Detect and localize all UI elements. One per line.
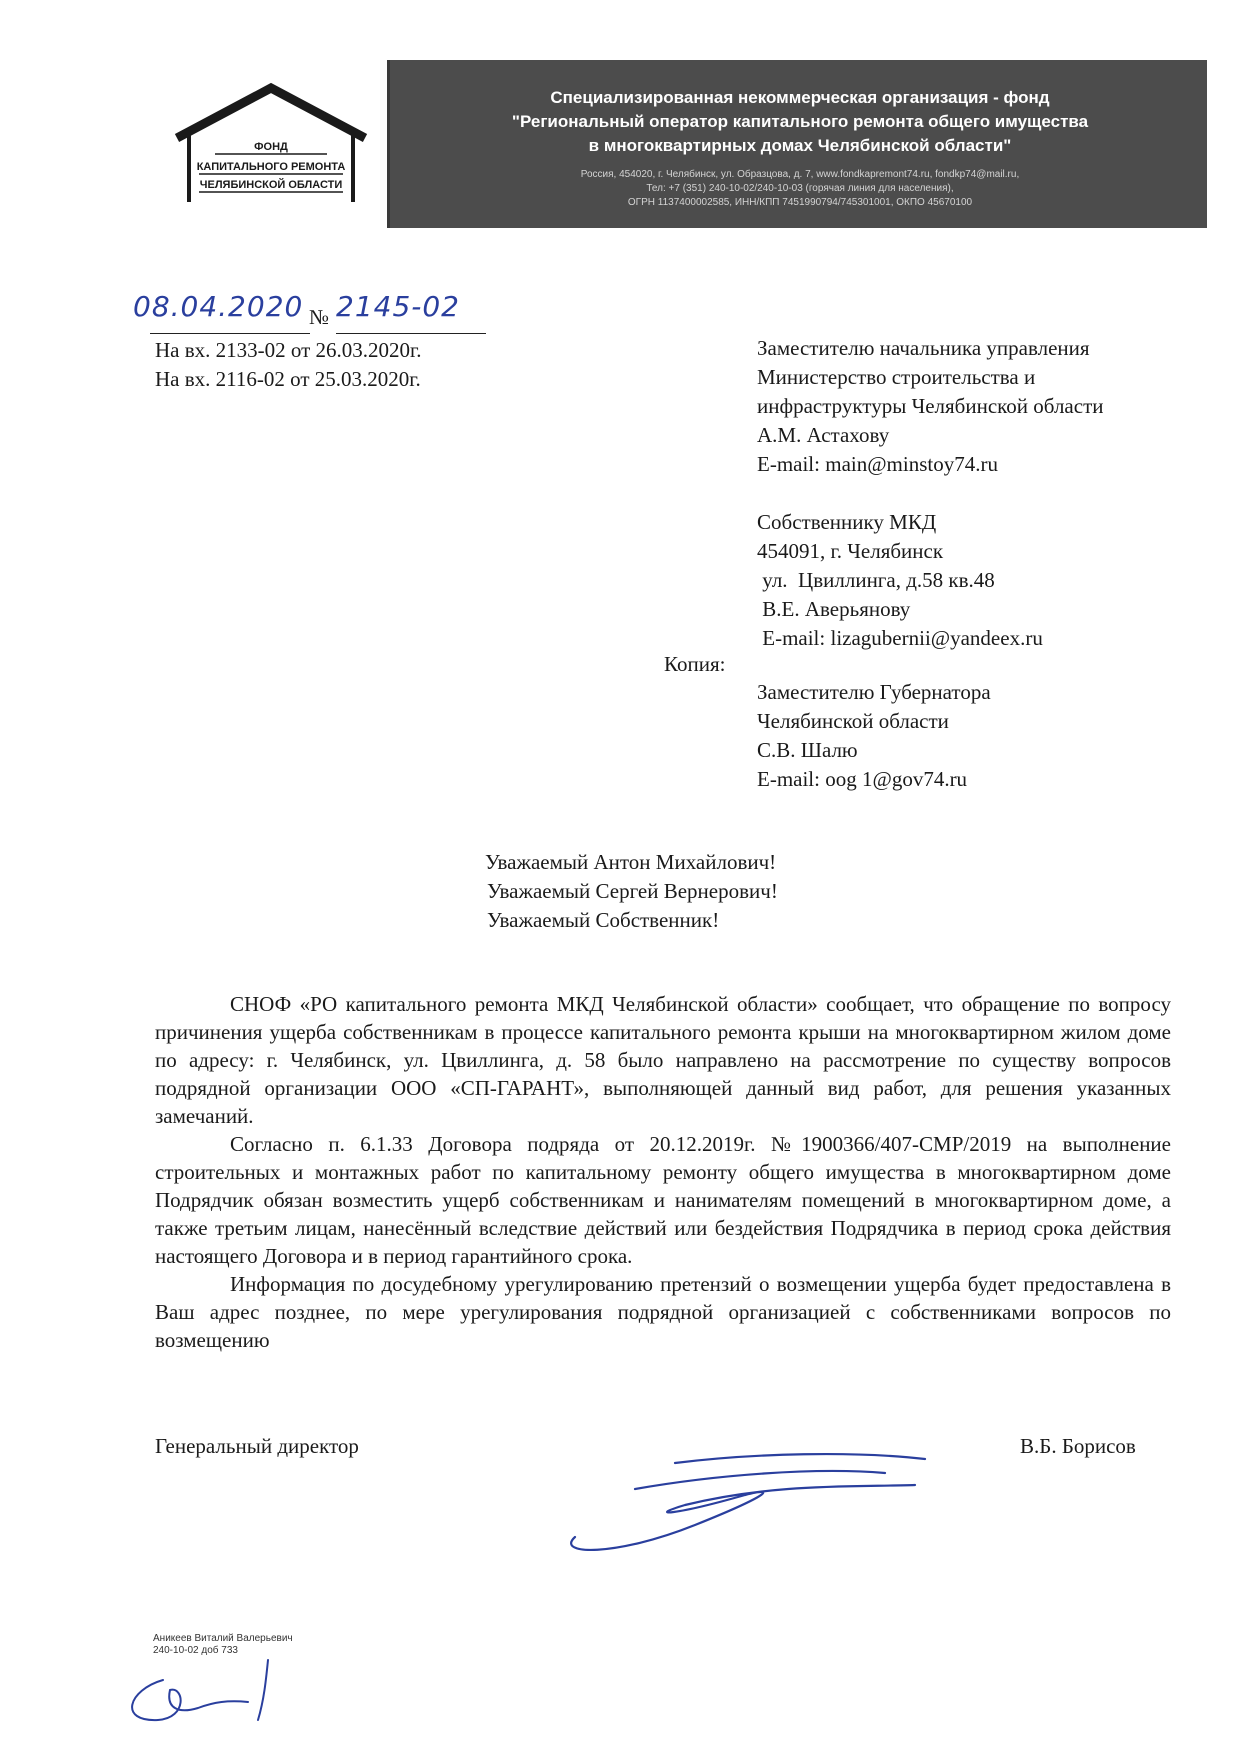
- greeting-line: Уважаемый Сергей Вернерович!: [487, 879, 778, 903]
- spacer: [757, 479, 1103, 508]
- executor-signature: [118, 1650, 298, 1730]
- org-name-line: Специализированная некоммерческая организация - фонд: [550, 88, 1050, 107]
- signer-name: В.Б. Борисов: [1020, 1434, 1136, 1458]
- recipients-block: [757, 334, 1103, 653]
- recipient-line: Министерство строительства и: [757, 365, 1036, 389]
- executor-phone: 240-10-02 доб 733: [153, 1645, 238, 1656]
- reference-line: На вх. 2116-02 от 25.03.2020г.: [155, 367, 421, 391]
- letter-body: [155, 990, 1171, 1354]
- copy-recipient-line: С.В. Шалю: [757, 738, 858, 762]
- recipient-line: E-mail: main@minstoy74.ru: [757, 452, 998, 476]
- organization-name: [420, 86, 1180, 158]
- number-underline: [336, 333, 486, 334]
- copy-recipient-line: E-mail: oog 1@gov74.ru: [757, 767, 968, 791]
- recipient-line: инфраструктуры Челябинской области: [757, 394, 1104, 418]
- org-name-line: в многоквартирных домах Челябинской области": [588, 136, 1012, 155]
- contact-line: Тел: +7 (351) 240-10-02/240-10-03 (горячая линия для населения),: [646, 183, 954, 194]
- signer-title: Генеральный директор: [155, 1434, 359, 1458]
- house-roof-icon: [155, 60, 387, 228]
- contact-line: ОГРН 1137400002585, ИНН/КПП 7451990794/745301001, ОКПО 45670100: [627, 197, 973, 208]
- contact-line: Россия, 454020, г. Челябинск, ул. Образцова, д. 7, www.fondkapremont74.ru, fondkp74@mail.ru,: [580, 169, 1020, 180]
- org-name-line: "Региональный оператор капитального ремонта общего имущества: [511, 112, 1089, 131]
- date-underline: [150, 333, 310, 334]
- incoming-references: [155, 336, 422, 394]
- greetings-block: [485, 848, 778, 935]
- recipient-line: ул. Цвиллинга, д.58 кв.48: [757, 568, 995, 592]
- recipient-line: 454091, г. Челябинск: [757, 539, 944, 563]
- copy-label: Копия:: [664, 652, 726, 676]
- recipient-line: В.Е. Аверьянову: [757, 597, 911, 621]
- recipient-line: Заместителю начальника управления: [757, 336, 1090, 360]
- body-paragraph: Информация по досудебному урегулированию претензий о возмещении ущерба будет предоставлена в Ваш адрес позднее, по мере урегулирования подрядной организацией с собственниками вопросов по возмещению: [155, 1272, 1171, 1352]
- document-date: 08.04.2020: [133, 290, 304, 323]
- copy-recipient-line: Заместителю Губернатора: [757, 680, 991, 704]
- recipient-line: E-mail: lizagubernii@yandeex.ru: [757, 626, 1043, 650]
- logo-text-line: ЧЕЛЯБИНСКОЙ ОБЛАСТИ: [199, 179, 343, 191]
- number-label: №: [309, 305, 330, 329]
- organization-contacts: [420, 168, 1180, 210]
- greeting-line: Уважаемый Собственник!: [487, 908, 720, 932]
- body-paragraph: Согласно п. 6.1.33 Договора подряда от 20.12.2019г. №1900366/407-СМР/2019 на выполнение строительных и монтажных работ по капитальному ремонту общего имущества в многоквартирном доме Подрядчик обязан возместить ущерб собственникам и нанимателям помещений в многоквартирном доме, а также третьим лицам, нанесённый вследствие действий или бездействия Подрядчика в период срока действия настоящего Договора и в период гарантийного срока.: [155, 1132, 1171, 1268]
- copy-recipients-block: [757, 678, 991, 794]
- recipient-line: Собственнику МКД: [757, 510, 937, 534]
- body-paragraph: СНОФ «РО капитального ремонта МКД Челябинской области» сообщает, что обращение по вопросу причинения ущерба собственникам в процессе капитального ремонта крыши на многоквартирном жилом доме по адресу: г. Челябинск, ул. Цвиллинга, д. 58 было направлено на рассмотрение по существу вопросов подрядной организации ООО «СП-ГАРАНТ», выполняющей данный вид работ, для решения указанных замечаний.: [155, 992, 1171, 1128]
- reference-line: На вх. 2133-02 от 26.03.2020г.: [155, 338, 422, 362]
- document-number: 2145-02: [336, 290, 460, 323]
- logo-text-line: КАПИТАЛЬНОГО РЕМОНТА: [196, 161, 346, 173]
- copy-recipient-line: Челябинской области: [757, 709, 949, 733]
- greeting-line: Уважаемый Антон Михайлович!: [485, 850, 777, 874]
- executor-name: Аникеев Виталий Валерьевич: [153, 1633, 293, 1644]
- fund-logo: [155, 60, 390, 228]
- recipient-line: А.М. Астахову: [757, 423, 890, 447]
- logo-text-line: ФОНД: [254, 141, 288, 153]
- director-signature: [555, 1445, 935, 1565]
